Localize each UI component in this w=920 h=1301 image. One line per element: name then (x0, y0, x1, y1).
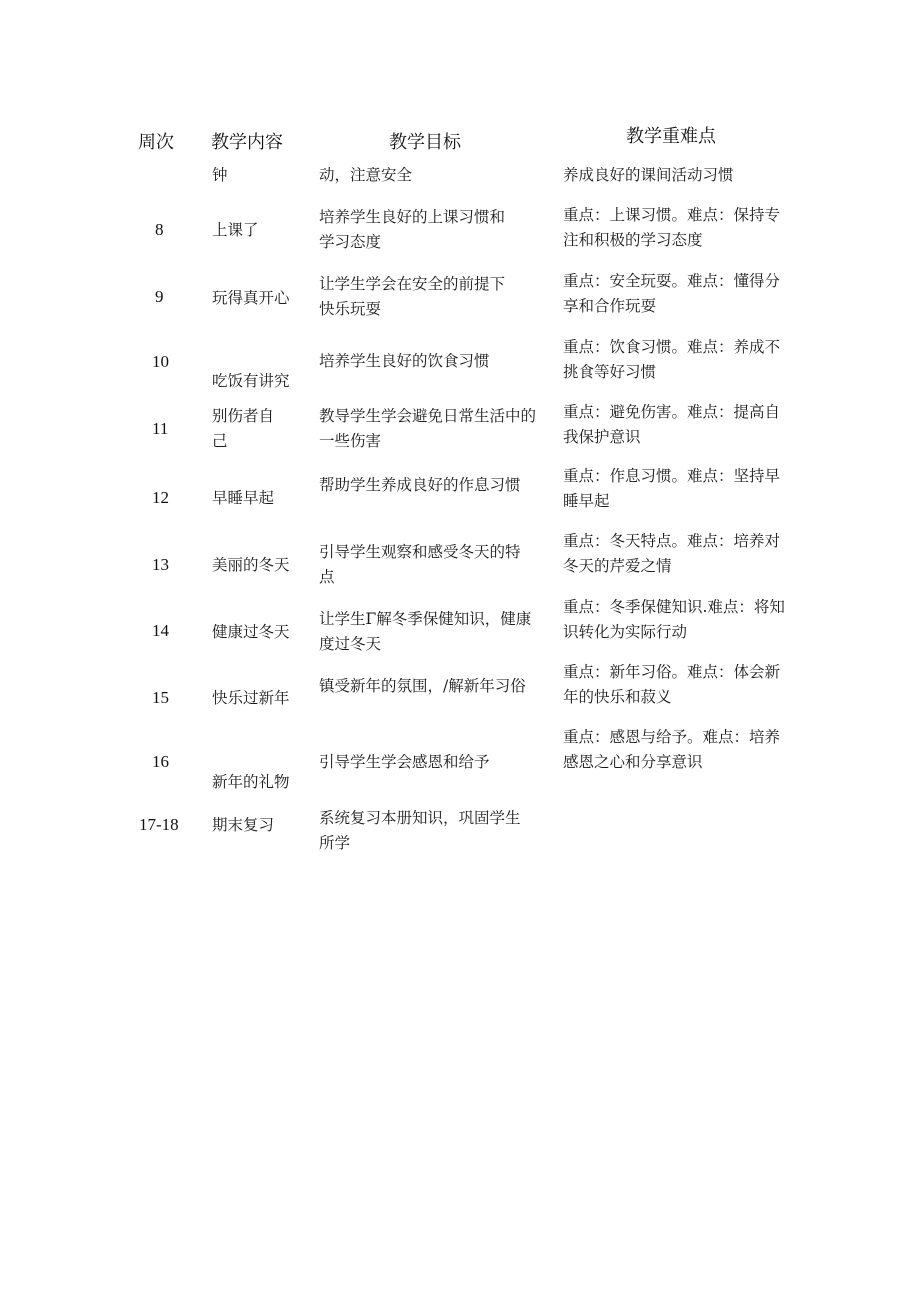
row-1-week: 8 (155, 220, 164, 239)
row-2-goal: 让学生学会在安全的前提下快乐玩耍 (319, 275, 506, 318)
row-9-key: 重点：感恩与给予。难点：培养感恩之心和分享意识 (563, 728, 781, 771)
row-5-key: 重点：作息习惯。难点：坚持早睡早起 (563, 467, 781, 510)
row-8-content: 快乐过新年 (212, 689, 290, 707)
row-4-week: 11 (152, 419, 169, 438)
row-10-content: 期末复习 (212, 816, 275, 834)
row-6-key: 重点：冬天特点。难点：培养对冬天的芹爱之情 (563, 532, 781, 575)
row-0-key: 养成良好的课间活动习惯 (563, 166, 734, 184)
row-7-week: 14 (152, 621, 169, 640)
row-10-week: 17-18 (139, 815, 179, 834)
row-1-goal: 培养学生良好的上课习惯和学习态度 (319, 208, 506, 251)
header-key: 教学重难点 (626, 126, 716, 147)
row-0-content: 钟 (212, 166, 228, 184)
row-7-key: 重点：冬季保健知识.难点：将知识转化为实际行动 (563, 598, 785, 641)
row-6-week: 13 (152, 555, 169, 574)
row-7-content: 健康过冬天 (212, 623, 290, 641)
row-4-goal: 教导学生学会避免日常生活中的一些伤害 (319, 407, 537, 450)
row-1-content: 上课了 (212, 221, 259, 239)
row-9-content: 新年的礼物 (212, 773, 290, 791)
header-content: 教学内容 (211, 132, 283, 153)
row-9-week: 16 (152, 752, 169, 771)
row-0-goal: 动，注意安全 (319, 166, 413, 184)
row-3-week: 10 (152, 352, 169, 371)
row-2-content: 玩得真开心 (212, 289, 290, 307)
row-3-key: 重点：饮食习惯。难点：养成不挑食等好习惯 (563, 338, 781, 381)
row-1-key: 重点：上课习惯。难点：保持专注和积极的学习态度 (563, 206, 781, 249)
row-2-key: 重点：安全玩耍。难点：懂得分享和合作玩耍 (563, 272, 781, 315)
row-8-goal: 镇受新年的氛围，/解新年习俗 (319, 677, 526, 695)
row-5-goal: 帮助学生养成良好的作息习惯 (319, 476, 521, 494)
header-goal: 教学目标 (389, 132, 461, 153)
row-3-goal: 培养学生良好的饮食习惯 (319, 352, 490, 370)
row-7-goal: 让学生Γ解冬季保健知识，健康度过冬天 (319, 610, 532, 653)
row-2-week: 9 (155, 287, 164, 306)
row-6-goal: 引导学生观察和感受冬天的特点 (319, 543, 521, 586)
row-6-content: 美丽的冬天 (212, 556, 290, 574)
row-5-content: 早睡早起 (212, 489, 275, 507)
row-10-goal: 系统复习本册知识，巩固学生所学 (319, 809, 521, 852)
row-5-week: 12 (152, 488, 169, 507)
row-9-goal: 引导学生学会感恩和给予 (319, 753, 490, 771)
row-3-content: 吃饭有讲究 (212, 372, 290, 390)
header-week: 周次 (138, 132, 174, 153)
row-4-content: 别伤者自己 (212, 407, 275, 450)
row-8-key: 重点：新年习俗。难点：体会新年的快乐和菽义 (563, 663, 781, 706)
row-8-week: 15 (152, 688, 169, 707)
row-4-key: 重点：避免伤害。难点：提高自我保护意识 (563, 403, 781, 446)
